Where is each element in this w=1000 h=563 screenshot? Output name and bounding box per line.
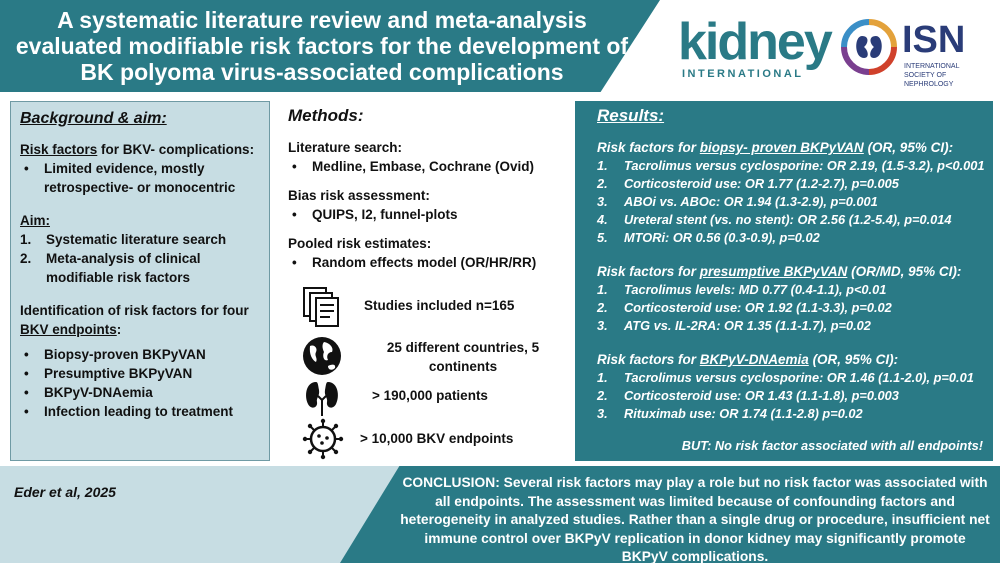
list-text: Corticosteroid use: OR 1.43 (1.1-1.8), p=0.003	[624, 388, 899, 403]
results-group-biopsy-list	[597, 157, 989, 247]
list-text: Ureteral stent (vs. no stent): OR 2.56 (1.2-5.4), p=0.014	[624, 212, 952, 227]
list-text: Corticosteroid use: OR 1.77 (1.2-2.7), p=0.005	[624, 176, 899, 191]
list-item: • Medline, Embase, Cochrane (Ovid)	[288, 157, 570, 176]
aim-list	[20, 230, 265, 287]
list-text: Rituximab use: OR 1.74 (1.1-2.8) p=0.02	[624, 406, 863, 421]
list-text: Tacrolimus versus cyclosporine: OR 1.46 (1.1-2.0), p=0.01	[624, 370, 974, 385]
risk-factors-list	[20, 159, 265, 197]
page-title: A systematic literature review and meta-analysis evaluated modifiable risk factors for the development of BK polyoma virus-associated complications	[15, 7, 629, 85]
results-group-presumptive-heading	[597, 262, 989, 281]
list-item	[597, 299, 989, 317]
list-item	[20, 230, 265, 249]
list-number: 5.	[597, 230, 608, 245]
list-item	[597, 317, 989, 335]
list-number: 4.	[597, 212, 608, 227]
methods-section	[288, 106, 570, 272]
list-item: • BKPyV-DNAemia	[20, 383, 265, 402]
list-text: Corticosteroid use: OR 1.92 (1.1-3.3), p=0.02	[624, 300, 892, 315]
risk-factors-heading-rest: for BKV- complications:	[97, 142, 255, 157]
list-number: 1.	[597, 282, 608, 297]
list-text: Meta-analysis of clinical modifiable risk factors	[46, 251, 201, 285]
literature-search-label: Literature search:	[288, 140, 403, 155]
risk-factors-heading	[20, 140, 265, 159]
aim-heading-text: Aim:	[20, 213, 50, 228]
list-number: 1.	[20, 232, 32, 247]
list-item: • Limited evidence, mostly retrospective- or monocentric	[20, 159, 265, 197]
list-item: • Presumptive BKPyVAN	[20, 364, 265, 383]
group-prefix: Risk factors for	[597, 352, 700, 367]
list-number: 2.	[597, 388, 608, 403]
conclusion-text: Several risk factors may play a role but no risk factor was associated with all endpoints. The assessment was limited because of confounding factors and heterogeneity in analyzed studies. Rather than a single drug or procedure, insufficient net immune control over BKPyV replication in donor kidney may significantly promote BKPyV complications.	[400, 475, 990, 563]
risk-factors-heading-underlined: Risk factors	[20, 142, 98, 157]
results-group-presumptive-list	[597, 281, 989, 335]
list-item	[597, 211, 989, 229]
group-suffix: (OR, 95% CI):	[863, 140, 954, 155]
list-text: ATG vs. IL-2RA: OR 1.35 (1.1-1.7), p=0.02	[624, 318, 871, 333]
results-heading: Results:	[597, 106, 665, 125]
isn-logo-word: ISN	[902, 19, 966, 61]
list-number: 2.	[20, 251, 32, 266]
kidney-logo-subtitle: INTERNATIONAL	[682, 68, 804, 80]
list-number: 1.	[597, 370, 608, 385]
list-item: • QUIPS, I2, funnel-plots	[288, 205, 570, 224]
group-suffix: (OR, 95% CI):	[808, 352, 899, 367]
aim-heading	[20, 211, 265, 230]
isn-kidney-mark-icon	[840, 18, 898, 76]
isn-logo-subtitle: INTERNATIONAL SOCIETY OF NEPHROLOGY	[904, 63, 960, 88]
globe-icon	[300, 334, 344, 378]
methods-heading: Methods:	[288, 106, 364, 125]
bias-assessment-list	[288, 205, 570, 224]
list-number: 3.	[597, 406, 608, 421]
list-number: 2.	[597, 176, 608, 191]
list-number: 3.	[597, 194, 608, 209]
results-group-dnaemia-list	[597, 369, 989, 423]
list-number: 2.	[597, 300, 608, 315]
list-number: 1.	[597, 158, 608, 173]
list-number: 3.	[597, 318, 608, 333]
stat-endpoints: > 10,000 BKV endpoints	[360, 431, 514, 446]
results-but-note: BUT: No risk factor associated with all endpoints!	[681, 438, 983, 453]
group-prefix: Risk factors for	[597, 140, 700, 155]
group-prefix: Risk factors for	[597, 264, 700, 279]
pooled-estimates-list	[288, 253, 570, 272]
bias-assessment-label: Bias risk assessment:	[288, 188, 430, 203]
stat-patients: > 190,000 patients	[372, 388, 488, 403]
list-item	[597, 175, 989, 193]
literature-search-list	[288, 157, 570, 176]
pooled-estimates-label: Pooled risk estimates:	[288, 236, 432, 251]
list-item: • Infection leading to treatment	[20, 402, 265, 421]
isn-logo	[840, 14, 990, 88]
list-item	[597, 281, 989, 299]
results-group-biopsy-heading	[597, 138, 989, 157]
list-text: MTORi: OR 0.56 (0.3-0.9), p=0.02	[624, 230, 820, 245]
list-text: Systematic literature search	[46, 232, 227, 247]
list-item	[20, 249, 265, 287]
citation: Eder et al, 2025	[14, 484, 116, 500]
group-underlined: BKPyV-DNAemia	[699, 352, 809, 367]
documents-icon	[300, 285, 344, 329]
conclusion	[400, 474, 990, 563]
list-item: • Biopsy-proven BKPyVAN	[20, 345, 265, 364]
kidneys-icon	[302, 378, 342, 418]
results-group-dnaemia-heading	[597, 350, 989, 369]
group-underlined: presumptive BKPyVAN	[699, 264, 848, 279]
group-suffix: (OR/MD, 95% CI):	[847, 264, 962, 279]
list-item	[597, 387, 989, 405]
list-item	[597, 229, 989, 247]
identification-colon: :	[116, 322, 122, 337]
list-item	[597, 157, 989, 175]
kidney-international-logo	[678, 13, 831, 84]
identification-underlined: BKV endpoints	[20, 322, 117, 337]
list-text: ABOi vs. ABOc: OR 1.94 (1.3-2.9), p=0.001	[624, 194, 878, 209]
kidney-logo-word: kidney	[678, 13, 831, 71]
stat-countries: 25 different countries, 5 continents	[386, 340, 540, 374]
identification-text: Identification of risk factors for four	[20, 303, 249, 318]
background-heading: Background & aim:	[20, 110, 167, 127]
identification-heading	[20, 301, 265, 339]
list-item	[597, 405, 989, 423]
stat-studies: Studies included n=165	[364, 298, 515, 313]
virus-icon	[302, 418, 344, 460]
list-item: • Random effects model (OR/HR/RR)	[288, 253, 570, 272]
conclusion-label: CONCLUSION:	[402, 475, 500, 490]
list-text: Tacrolimus versus cyclosporine: OR 2.19, (1.5-3.2), p<0.001	[624, 158, 985, 173]
background-content	[20, 110, 265, 421]
list-item	[597, 193, 989, 211]
results-content	[597, 106, 989, 455]
group-underlined: biopsy- proven BKPyVAN	[699, 140, 864, 155]
list-text: Tacrolimus levels: MD 0.77 (0.4-1.1), p<0.01	[624, 282, 887, 297]
list-item	[597, 369, 989, 387]
citation-band	[0, 466, 400, 563]
endpoints-list	[20, 345, 265, 421]
